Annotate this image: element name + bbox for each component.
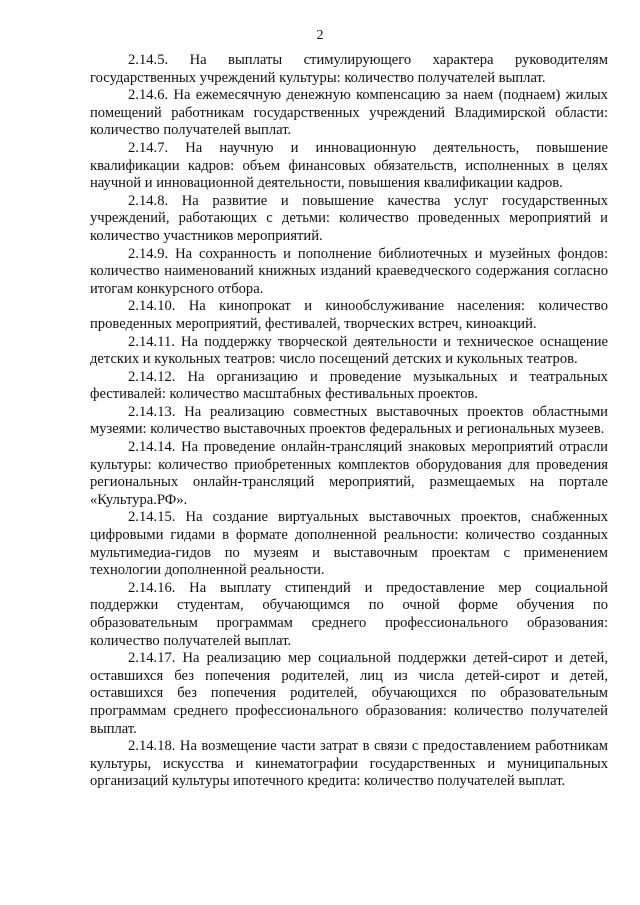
paragraph-2-14-13 (90, 404, 608, 439)
paragraph-number: 2.14.11. (128, 333, 175, 350)
paragraph-2-14-14 (90, 439, 608, 509)
paragraph-number: 2.14.18. (128, 738, 176, 755)
paragraph-2-14-15 (90, 509, 608, 579)
paragraph-text: На реализацию совместных выставочных проектов областными музеями: количество выставочных проектов федеральных и региональных музеев. (90, 403, 608, 438)
paragraph-2-14-11 (90, 334, 608, 369)
paragraph-text: На кинопрокат и кинообслуживание населения: количество проведенных мероприятий, фестивалей, творческих встреч, киноакций. (90, 298, 608, 332)
paragraph-text: На ежемесячную денежную компенсацию за наем (поднаем) жилых помещений работникам государственных учреждений Владимирской области: количество получателей выплат. (90, 87, 608, 139)
paragraph-2-14-10 (90, 298, 608, 333)
paragraph-number: 2.14.5. (128, 52, 169, 68)
paragraph-2-14-12 (90, 369, 608, 404)
paragraph-2-14-9 (90, 246, 608, 299)
paragraph-2-14-7 (90, 140, 608, 193)
paragraph-number: 2.14.8. (128, 192, 169, 209)
paragraph-text: На сохранность и пополнение библиотечных и музейных фондов: количество наименований книжных изданий краеведческого содержания согласно итогам конкурсного отбора. (90, 245, 608, 297)
paragraph-text: На организацию и проведение музыкальных и театральных фестивалей: количество масштабных фестивальных проектов. (90, 368, 608, 403)
paragraph-number: 2.14.17. (128, 650, 176, 667)
document-body (90, 52, 608, 791)
paragraph-2-14-18 (90, 738, 608, 791)
paragraph-text: На выплаты стимулирующего характера руководителям государственных учреждений культуры: количество получателей выплат. (90, 52, 608, 86)
paragraph-text: На реализацию мер социальной поддержки детей-сирот и детей, оставшихся без попечения родителей, лиц из числа детей-сирот и детей, оставшихся без попечения родителей, обучающихся по образовательным программам среднего профессионального образования: количество получателей выплат. (90, 650, 608, 737)
paragraph-text: На научную и инновационную деятельность, повышение квалификации кадров: объем финансовых обязательств, исполненных в целях научной и инновационной деятельности, повышения квалификации кадров. (90, 139, 608, 192)
paragraph-text: На проведение онлайн-трансляций знаковых мероприятий отрасли культуры: количество приобретенных комплектов оборудования для проведения региональных онлайн-трансляций мероприятий, размещаемых на портале «Культура.РФ». (90, 439, 608, 508)
paragraph-number: 2.14.9. (128, 245, 169, 262)
paragraph-number: 2.14.12. (128, 368, 176, 385)
paragraph-2-14-6 (90, 87, 608, 140)
paragraph-text: На развитие и повышение качества услуг государственных учреждений, работающих с детьми: количество проведенных мероприятий и количество участников мероприятий. (90, 192, 608, 244)
paragraph-text: На поддержку творческой деятельности и техническое оснащение детских и кукольных театров: число посещений детских и кукольных театров. (90, 333, 608, 368)
paragraph-text: На возмещение части затрат в связи с предоставлением работникам культуры, искусства и кинематографии государственных и муниципальных организаций культуры ипотечного кредита: количество получателей выплат. (90, 738, 608, 790)
paragraph-number: 2.14.16. (128, 579, 176, 596)
paragraph-number: 2.14.10. (128, 298, 176, 315)
paragraph-text: На создание виртуальных выставочных проектов, снабженных цифровыми гидами в формате дополненной реальности: количество созданных мультимедиа-гидов по музеям и выставочным проектам с применением технологии дополненной реальности. (90, 509, 608, 579)
paragraph-number: 2.14.13. (128, 403, 176, 420)
paragraph-text: На выплату стипендий и предоставление мер социальной поддержки студентам, обучающимся по очной форме обучения по образовательным программам среднего профессионального образования: количество получателей выплат. (90, 579, 608, 649)
paragraph-2-14-17 (90, 650, 608, 738)
page-number: 2 (316, 28, 324, 43)
paragraph-2-14-5 (90, 52, 608, 87)
paragraph-number: 2.14.14. (128, 439, 176, 456)
paragraph-number: 2.14.6. (128, 87, 169, 104)
paragraph-2-14-8 (90, 193, 608, 246)
paragraph-number: 2.14.15. (128, 509, 176, 526)
paragraph-number: 2.14.7. (128, 139, 169, 156)
paragraph-2-14-16 (90, 580, 608, 650)
